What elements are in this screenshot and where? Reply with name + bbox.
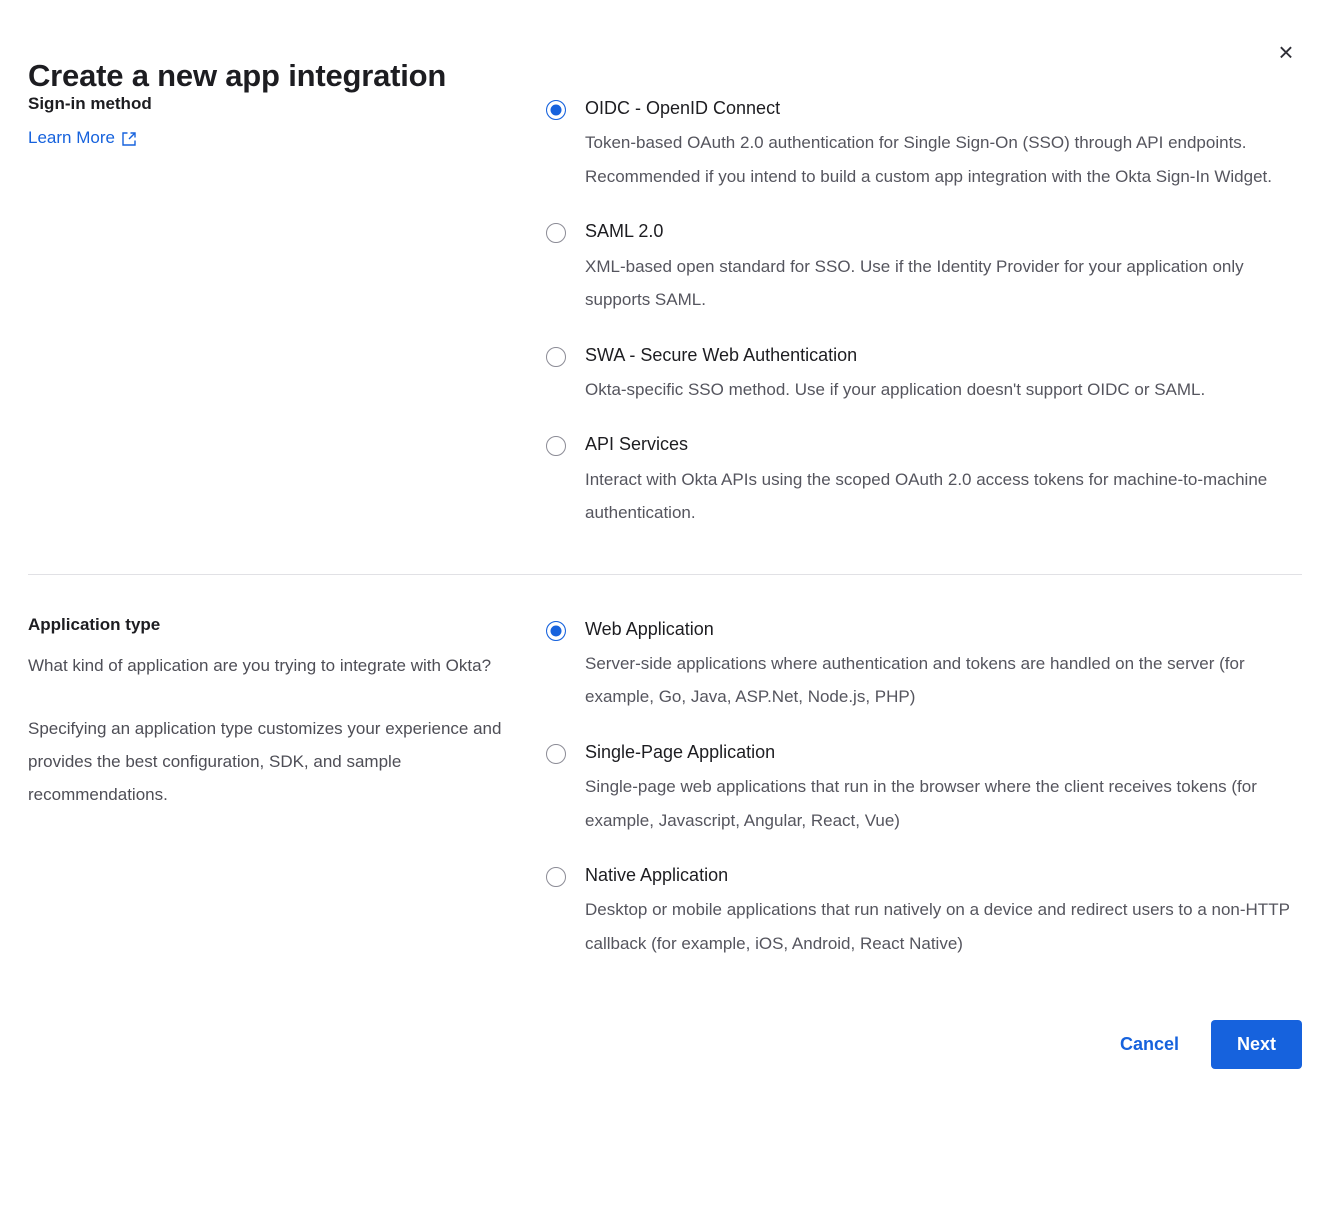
radio-button-saml[interactable] [546, 223, 566, 243]
radio-desc-oidc: Token-based OAuth 2.0 authentication for Single Sign-On (SSO) through API endpoints. Recommended if you intend to build a custom app integration with the Okta Sign-In Widget. [585, 133, 1272, 186]
radio-button-web-application[interactable] [546, 621, 566, 641]
application-type-options [546, 615, 1302, 961]
application-type-left [28, 615, 546, 961]
section-divider [28, 574, 1302, 575]
radio-option-oidc[interactable] [546, 96, 1302, 193]
radio-desc-native-application: Desktop or mobile applications that run natively on a device and redirect users to a non-HTTP callback (for example, iOS, Android, React Native) [585, 900, 1290, 953]
radio-label-single-page-application: Single-Page Application [585, 741, 776, 762]
radio-label-web-application: Web Application [585, 618, 714, 639]
application-type-section [0, 615, 1332, 961]
radio-desc-swa: Okta-specific SSO method. Use if your application doesn't support OIDC or SAML. [585, 379, 1206, 399]
application-type-heading: Application type [28, 614, 161, 634]
radio-desc-api-services: Interact with Okta APIs using the scoped OAuth 2.0 access tokens for machine-to-machine authentication. [585, 469, 1268, 523]
radio-label-swa: SWA - Secure Web Authentication [585, 344, 858, 365]
radio-option-swa[interactable] [546, 343, 1302, 407]
cancel-button[interactable]: Cancel [1106, 1022, 1193, 1067]
radio-label-saml: SAML 2.0 [585, 221, 664, 242]
radio-label-oidc: OIDC - OpenID Connect [585, 98, 781, 118]
radio-option-single-page-application[interactable] [546, 740, 1302, 837]
radio-button-oidc[interactable] [546, 100, 566, 120]
next-button[interactable]: Next [1211, 1020, 1302, 1069]
sign-in-method-options [546, 94, 1302, 530]
sign-in-method-section [0, 94, 1332, 530]
radio-label-api-services: API Services [585, 434, 689, 455]
radio-option-api-services[interactable] [546, 432, 1302, 529]
application-type-helper-2: Specifying an application type customizes your experience and provides the best configuration, SDK, and sample recommendations. [28, 718, 502, 804]
radio-option-native-application[interactable] [546, 863, 1302, 960]
dialog-footer [0, 960, 1332, 1069]
radio-desc-saml: XML-based open standard for SSO. Use if the Identity Provider for your application only supports SAML. [585, 256, 1244, 310]
radio-button-swa[interactable] [546, 347, 566, 367]
learn-more-label: Learn More [28, 128, 115, 147]
radio-button-native-application[interactable] [546, 867, 566, 887]
radio-label-native-application: Native Application [585, 865, 729, 886]
radio-option-saml[interactable] [546, 219, 1302, 316]
learn-more-link[interactable] [28, 128, 136, 148]
sign-in-method-left [28, 94, 546, 530]
close-icon[interactable]: × [1270, 36, 1302, 68]
radio-button-api-services[interactable] [546, 436, 566, 456]
sign-in-method-heading: Sign-in method [28, 94, 152, 113]
application-type-helper-1: What kind of application are you trying to integrate with Okta? [28, 655, 492, 675]
radio-button-single-page-application[interactable] [546, 744, 566, 764]
page-title: Create a new app integration [28, 58, 447, 93]
radio-desc-single-page-application: Single-page web applications that run in the browser where the client receives tokens (for example, Javascript, Angular, React, Vue) [585, 777, 1257, 830]
external-link-icon [122, 131, 136, 145]
radio-option-web-application[interactable] [546, 617, 1302, 714]
radio-desc-web-application: Server-side applications where authentication and tokens are handled on the server (for example, Go, Java, ASP.Net, Node.js, PHP) [585, 653, 1245, 707]
